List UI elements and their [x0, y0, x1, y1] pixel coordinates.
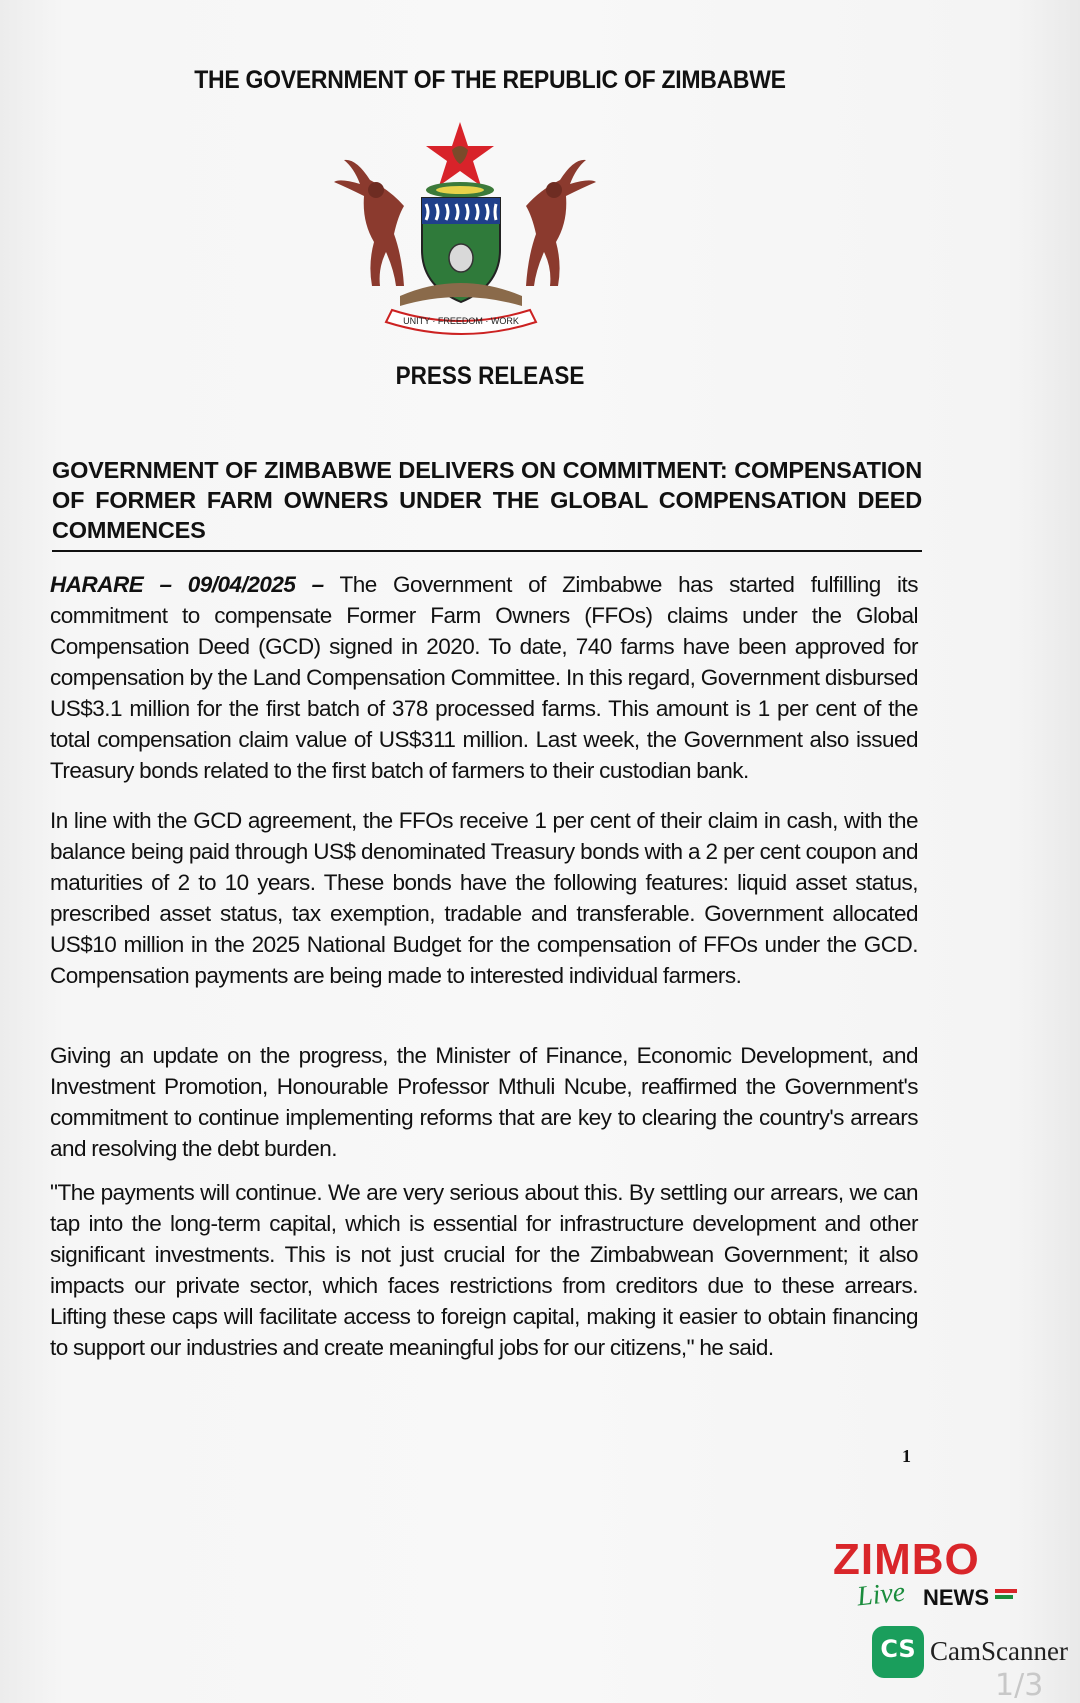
coat-of-arms-emblem — [330, 120, 660, 340]
headline: GOVERNMENT OF ZIMBABWE DELIVERS ON COMMITMENT: COMPENSATION OF FORMER FARM OWNERS UNDER THE GLOBAL COMPENSATION DEED COMMENCES — [52, 457, 922, 543]
scan-page-indicator: 1/3 — [995, 1668, 1044, 1703]
paragraph-1 — [50, 569, 918, 786]
emblem-right-kudu — [526, 160, 596, 286]
page-number: 1 — [902, 1446, 911, 1466]
paragraph-2: In line with the GCD agreement, the FFOs receive 1 per cent of their claim in cash, with the balance being paid through US$ denominated Treasury bonds with a 2 per cent coupon and maturities of 2 to 10 years. These bonds have the following features: liquid asset status, prescribed asset status, tax exemption, tradable and transferable. Government allocated US$10 million in the 2025 National Budget for the compensation of FFOs under the GCD. Compensation payments are being made to interested individual farmers. — [50, 808, 918, 988]
camscanner-logo-icon: CS — [872, 1626, 924, 1678]
svg-text:UNITY · FREEDOM · WORK: UNITY · FREEDOM · WORK — [403, 316, 519, 326]
emblem-great-zimbabwe — [449, 244, 473, 272]
government-title: THE GOVERNMENT OF THE REPUBLIC OF ZIMBABWE — [194, 66, 786, 94]
dateline: HARARE – 09/04/2025 – — [50, 572, 324, 597]
zimbo-flag-bars-icon — [995, 1589, 1017, 1605]
paragraph-1-text: The Government of Zimbabwe has started fulfilling its commitment to compensate Former Farm Owners (FFOs) claims under the Global Compensation Deed (GCD) signed in 2020. To date, 740 farms have been approved for compensation by the Land Compensation Committee. In this regard, Government disbursed US$3.1 million for the first batch of 378 processed farms. This amount is 1 per cent of the total compensation claim value of US$311 million. Last week, the Government also issued Treasury bonds related to the first batch of farmers to their custodian bank. — [50, 572, 918, 783]
paragraph-4-quote: "The payments will continue. We are very serious about this. By settling our arrears, we can tap into the long-term capital, which is essential for infrastructure development and other significant investments. This is not just crucial for the Zimbabwean Government; it also impacts our private sector, which faces restrictions from creditors due to these arrears. Lifting these caps will facilitate access to foreign capital, making it easier to obtain financing to support our industries and create meaningful jobs for our citizens," he said. — [50, 1180, 918, 1360]
camscanner-text: CamScanner — [930, 1636, 1068, 1666]
zimbo-logo-text: ZIMBO — [833, 1535, 980, 1584]
camscanner-watermark — [872, 1626, 1077, 1686]
zimbo-news-text: NEWS — [923, 1585, 989, 1610]
headline-divider — [52, 550, 922, 552]
zimbo-live-news-watermark — [833, 1535, 1023, 1615]
press-release-label: PRESS RELEASE — [395, 362, 585, 390]
zimbo-live-text: Live — [855, 1576, 907, 1613]
paragraph-3: Giving an update on the progress, the Minister of Finance, Economic Development, and Investment Promotion, Honourable Professor Mthuli Ncube, reaffirmed the Government's commitment to continue implementing reforms that are key to clearing the country's arrears and resolving the debt burden. — [50, 1043, 918, 1161]
emblem-left-kudu — [334, 160, 404, 286]
